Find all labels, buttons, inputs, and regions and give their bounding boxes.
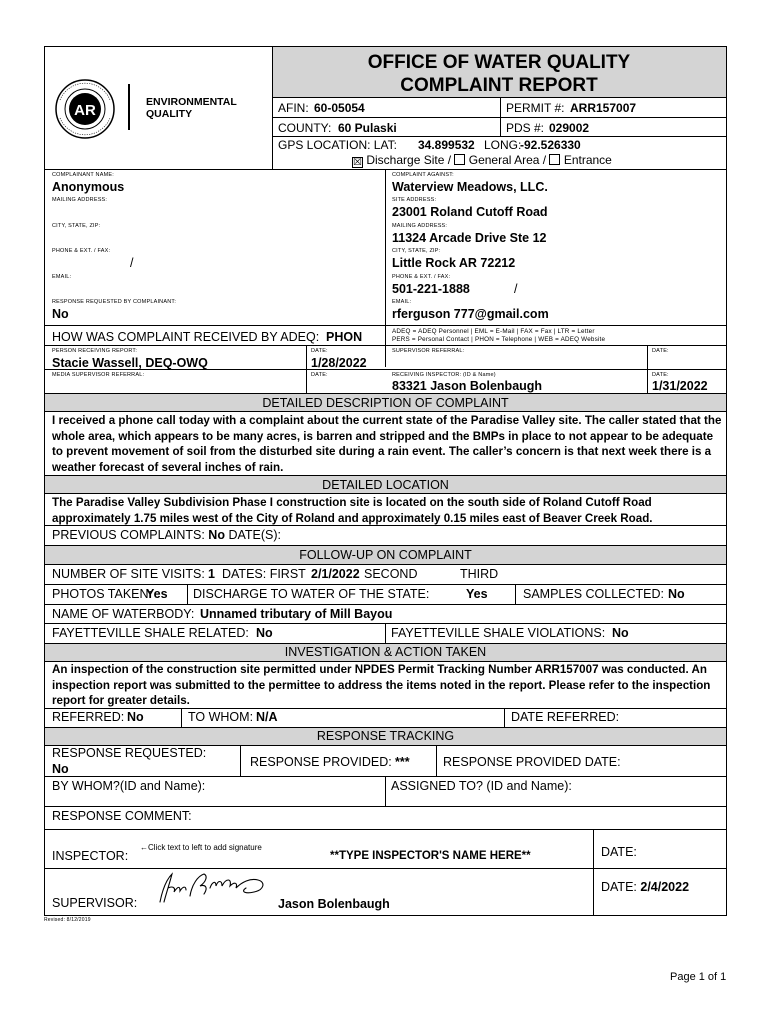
supervisor-signature-image xyxy=(146,868,278,908)
receiving-inspector-label: RECEIVING INSPECTOR: (ID & Name) xyxy=(392,372,496,378)
discharge-value: Yes xyxy=(466,587,488,601)
how-received-value: PHON xyxy=(326,330,363,344)
third-visit-label: THIRD xyxy=(460,567,499,581)
afin-value: 60-05054 xyxy=(314,101,365,115)
previous-complaints-row xyxy=(52,528,281,542)
logo-divider xyxy=(128,84,130,130)
against-email-label: EMAIL: xyxy=(392,299,412,305)
response-provided-label: RESPONSE PROVIDED: xyxy=(250,755,392,769)
site-type-row xyxy=(352,153,612,168)
samples-value: No xyxy=(668,587,685,601)
against-phone-value: 501-221-1888 xyxy=(392,282,470,296)
permit-value: ARR157007 xyxy=(570,101,637,115)
referred-label: REFERRED: xyxy=(52,710,125,724)
pds-value: 029002 xyxy=(549,121,590,135)
samples-label: SAMPLES COLLECTED: xyxy=(523,587,665,601)
logo-text-line2: QUALITY xyxy=(146,108,193,120)
pds-label: PDS #: xyxy=(506,121,545,135)
inspector-name-placeholder[interactable]: **TYPE INSPECTOR'S NAME HERE** xyxy=(330,850,531,862)
to-whom-value: N/A xyxy=(256,710,278,724)
complaint-against-value: Waterview Meadows, LLC. xyxy=(392,180,548,194)
person-receiving-label: PERSON RECEIVING REPORT: xyxy=(52,348,138,354)
response-requested-label: RESPONSE REQUESTED BY COMPLAINANT: xyxy=(52,299,177,305)
inspector-date-label: DATE: xyxy=(652,372,669,378)
person-receiving-value: Stacie Wassell, DEQ-OWQ xyxy=(52,356,208,370)
response-requested-field-value: No xyxy=(52,762,69,776)
description-text: I received a phone call today with a complaint about the current state of the Paradise Valley site. The caller stated that the whole area, which appears to be many acres, is barren and stripped and the BMPs in place to not appear to be adequate to prevent movement of soil from the disturbed site during a rain event. The caller’s concern is that next week there is a weather forecast of several inches of rain. xyxy=(52,414,722,474)
entrance-checkbox[interactable] xyxy=(549,154,560,165)
to-whom-label: TO WHOM: xyxy=(188,710,254,724)
received-legend-line1: ADEQ = ADEQ Personnel | EML = E-Mail | FAX = Fax | LTR = Letter xyxy=(392,328,595,335)
against-mailing-value: 11324 Arcade Drive Ste 12 xyxy=(392,231,547,245)
supervisor-sign-date-value: 2/4/2022 xyxy=(640,880,690,894)
report-title-line1: OFFICE OF WATER QUALITY xyxy=(367,52,631,73)
photos-label: PHOTOS TAKEN: xyxy=(52,587,153,601)
complainant-name-label: COMPLAINANT NAME: xyxy=(52,172,114,178)
media-referral-label: MEDIA SUPERVISOR REFERRAL: xyxy=(52,372,145,378)
how-received-label: HOW WAS COMPLAINT RECEIVED BY ADEQ: xyxy=(52,330,320,344)
previous-complaints-label: PREVIOUS COMPLAINTS: xyxy=(52,528,205,542)
response-comment-label: RESPONSE COMMENT: xyxy=(52,809,192,823)
response-provided-value: *** xyxy=(395,755,410,769)
county-label: COUNTY: xyxy=(278,121,332,135)
gps-lat-value: 34.899532 xyxy=(418,138,475,152)
general-area-checkbox[interactable] xyxy=(454,154,465,165)
against-city-value: Little Rock AR 72212 xyxy=(392,256,516,270)
svg-text:AR: AR xyxy=(74,102,96,119)
general-area-label: General Area / xyxy=(468,153,547,167)
against-mailing-label: MAILING ADDRESS: xyxy=(392,223,448,229)
complainant-mailing-label: MAILING ADDRESS: xyxy=(52,197,108,203)
date-referred-label: DATE REFERRED: xyxy=(511,710,620,724)
second-visit-label: SECOND xyxy=(364,567,418,581)
discharge-label: DISCHARGE TO WATER OF THE STATE: xyxy=(193,587,430,601)
previous-dates-label: DATE(S): xyxy=(228,528,281,542)
description-heading: DETAILED DESCRIPTION OF COMPLAINT xyxy=(262,396,509,410)
visits-label: NUMBER OF SITE VISITS: xyxy=(52,567,205,581)
first-visit-value: 2/1/2022 xyxy=(311,567,360,581)
previous-complaints-value: No xyxy=(208,528,225,542)
media-referral-date-label: DATE: xyxy=(311,372,328,378)
photos-value: Yes xyxy=(146,587,168,601)
received-legend-line2: PERS = Personal Contact | PHON = Telephone | WEB = ADEQ Website xyxy=(392,336,606,343)
referred-value: No xyxy=(127,710,144,724)
logo-text-line1: ENVIRONMENTAL xyxy=(146,96,237,108)
shale-violations-label: FAYETTEVILLE SHALE VIOLATIONS: xyxy=(391,626,606,640)
complainant-city-label: CITY, STATE, ZIP: xyxy=(52,223,101,229)
site-address-value: 23001 Roland Cutoff Road xyxy=(392,205,548,219)
investigation-text: An inspection of the construction site permitted under NPDES Permit Tracking Number ARR157007 was conducted. An inspection report was submitted to the permittee to address the items noted in the report. Please refer to the inspection report for greater details. xyxy=(52,663,711,707)
against-phone-label: PHONE & EXT. / FAX: xyxy=(392,274,451,280)
complainant-phone-label: PHONE & EXT. / FAX: xyxy=(52,248,111,254)
site-address-label: SITE ADDRESS: xyxy=(392,197,437,203)
response-provided-date-label: RESPONSE PROVIDED DATE: xyxy=(443,755,621,769)
entrance-label: Entrance xyxy=(563,153,612,167)
gps-long-value: -92.526330 xyxy=(520,138,581,152)
waterbody-value: Unnamed tributary of Mill Bayou xyxy=(200,607,393,621)
report-title-line2: COMPLAINT REPORT xyxy=(400,75,598,96)
assigned-to-label: ASSIGNED TO? (ID and Name): xyxy=(391,779,572,793)
visit-dates-label: DATES: FIRST xyxy=(222,567,306,581)
tracking-heading: RESPONSE TRACKING xyxy=(316,729,455,743)
page-number: Page 1 of 1 xyxy=(670,971,727,983)
shale-related-label: FAYETTEVILLE SHALE RELATED: xyxy=(52,626,249,640)
complainant-name-value: Anonymous xyxy=(52,180,125,194)
state-seal-logo xyxy=(52,78,118,140)
inspector-sign-date-label: DATE: xyxy=(601,845,637,859)
supervisor-referral-label: SUPERVISOR REFERRAL: xyxy=(392,348,465,354)
against-email-value: rferguson 777@gmail.com xyxy=(392,307,549,321)
complaint-against-label: COMPLAINT AGAINST: xyxy=(392,172,454,178)
response-requested-field-label: RESPONSE REQUESTED: xyxy=(52,746,207,760)
supervisor-sign-label: SUPERVISOR: xyxy=(52,896,138,910)
against-city-label: CITY, STATE, ZIP: xyxy=(392,248,441,254)
receiving-inspector-value: 83321 Jason Bolenbaugh xyxy=(392,379,543,393)
response-requested-value: No xyxy=(52,307,69,321)
location-heading: DETAILED LOCATION xyxy=(322,478,449,492)
discharge-site-checkbox[interactable]: ☒ xyxy=(353,157,362,168)
supervisor-sign-date-row xyxy=(601,880,689,894)
received-date-value: 1/28/2022 xyxy=(311,356,367,370)
location-text: The Paradise Valley Subdivision Phase I construction site is located on the south side of Roland Cutoff Road approximately 1.75 miles west of the City of Roland and approximately 0.15 miles east of Beaver Creek Road. xyxy=(52,496,653,525)
shale-related-value: No xyxy=(256,626,273,640)
afin-label: AFIN: xyxy=(278,101,309,115)
against-fax-value: / xyxy=(514,282,518,296)
waterbody-label: NAME OF WATERBODY: xyxy=(52,607,195,621)
supervisor-name: Jason Bolenbaugh xyxy=(278,897,390,911)
by-whom-label: BY WHOM?(ID and Name): xyxy=(52,779,206,793)
inspector-date-value: 1/31/2022 xyxy=(652,379,708,393)
permit-label: PERMIT #: xyxy=(506,101,565,115)
complainant-phone-value: / xyxy=(130,256,134,270)
supervisor-referral-date-label: DATE: xyxy=(652,348,669,354)
received-date-label: DATE: xyxy=(311,348,328,354)
discharge-site-label: Discharge Site / xyxy=(366,153,452,167)
inspector-sign-label: INSPECTOR: xyxy=(52,849,129,863)
add-signature-hint[interactable]: ←Click text to left to add signature xyxy=(140,843,262,852)
visits-value: 1 xyxy=(208,567,215,581)
supervisor-sign-date-label: DATE: xyxy=(601,880,637,894)
investigation-heading: INVESTIGATION & ACTION TAKEN xyxy=(284,645,487,659)
shale-violations-value: No xyxy=(612,626,629,640)
followup-heading: FOLLOW-UP ON COMPLAINT xyxy=(299,548,472,562)
county-value: 60 Pulaski xyxy=(338,121,397,135)
gps-label: GPS LOCATION: LAT: xyxy=(278,138,397,152)
revised-date: Revised: 8/12/2019 xyxy=(44,917,91,923)
complainant-email-label: EMAIL: xyxy=(52,274,72,280)
gps-long-label: LONG: xyxy=(484,138,522,152)
